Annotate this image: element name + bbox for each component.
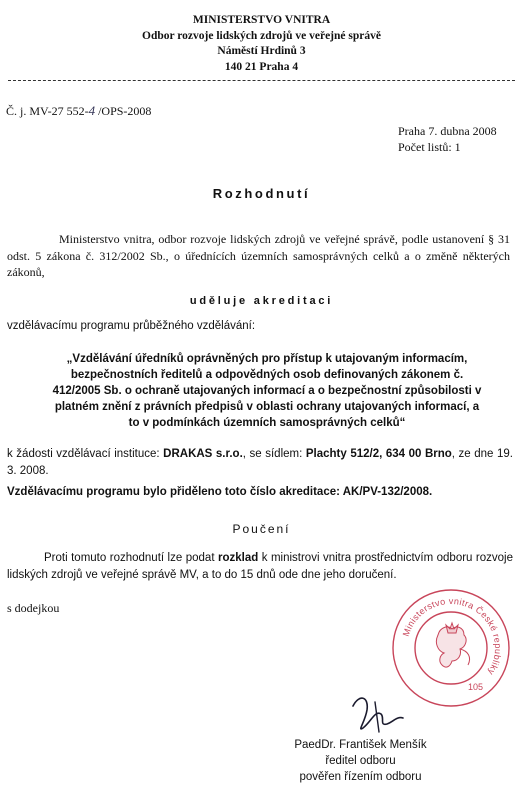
notice-heading: Poučení (232, 522, 291, 536)
handwritten-signature (345, 688, 415, 736)
document-title: Rozhodnutí (212, 186, 311, 201)
program-lead: vzdělávacímu programu průběžného vzdělávání: (7, 320, 256, 332)
stamp-text: Ministerstvo vnitra České republiky (400, 595, 504, 677)
department-name: Odbor rozvoje lidských zdrojů ve veřejné správě (142, 29, 381, 42)
place-date: Praha 7. dubna 2008 (398, 124, 497, 138)
letterhead (0, 13, 523, 75)
applicant-paragraph (7, 446, 513, 480)
applicant-text-2: , se sídlem: (242, 448, 306, 460)
grant-heading: uděluje akreditaci (189, 295, 334, 307)
page-count: Počet listů: 1 (398, 140, 461, 154)
signer-role: ředitel odboru (325, 755, 396, 767)
accreditation-number: Vzdělávacímu programu bylo přiděleno toto číslo akreditace: AK/PV-132/2008. (7, 486, 433, 498)
applicant-name: DRAKAS s.r.o. (163, 448, 243, 460)
street-address: Náměstí Hrdinů 3 (217, 45, 306, 57)
appeal-bold: rozklad (217, 552, 259, 564)
header-divider (8, 80, 515, 81)
stamp-number: 105 (468, 682, 484, 692)
applicant-text-3: , ze dne 19. 3. 2008. (7, 448, 513, 477)
appeal-text-1: Proti tomuto rozhodnutí lze podat (44, 552, 218, 564)
program-name: „Vzdělávání úředníků oprávněných pro přístup k utajovaným informacím, bezpečnostních ředitelů a odpovědných osob definovaných zákonem č. 412/2005 Sb. o ochraně utajovaných informací a o bezpečnostní způsobilosti v platném znění z právních předpisů v oblasti ochrany utajovaných informací, a to v podmínkách územních samosprávných celků“ (52, 353, 482, 429)
appeal-text-2: k ministrovi vnitra prostřednictvím odboru rozvoje lidských zdrojů ve veřejné správě MV, a to do 15 dnů ode dne jeho doručení. (7, 552, 513, 581)
attachment-note: s dodejkou (7, 601, 60, 615)
reference-number (6, 103, 151, 119)
reference-suffix: /OPS-2008 (95, 104, 152, 118)
intro-paragraph: Ministerstvo vnitra, odbor rozvoje lidských zdrojů ve veřejné správě, podle ustanovení § 31 odst. 5 zákona č. 312/2002 Sb., o úřednících územních samosprávných celků a o změně některých zákonů, (7, 232, 510, 279)
date-block (398, 123, 497, 155)
reference-prefix: Č. j. MV-27 552- (6, 104, 89, 118)
applicant-text-1: k žádosti vzdělávací instituce: (7, 448, 164, 460)
city-address: 140 21 Praha 4 (224, 60, 299, 73)
signer-authority: pověřen řízením odboru (299, 771, 422, 783)
lion-emblem-icon (436, 623, 469, 667)
reference-handwritten-digit: 4 (88, 103, 96, 118)
signer-block (278, 737, 443, 785)
ministry-name: MINISTERSTVO VNITRA (192, 14, 331, 26)
appeal-paragraph (7, 550, 513, 584)
signer-name: PaedDr. František Menšík (294, 739, 427, 751)
applicant-address: Plachty 512/2, 634 00 Brno (305, 448, 452, 460)
